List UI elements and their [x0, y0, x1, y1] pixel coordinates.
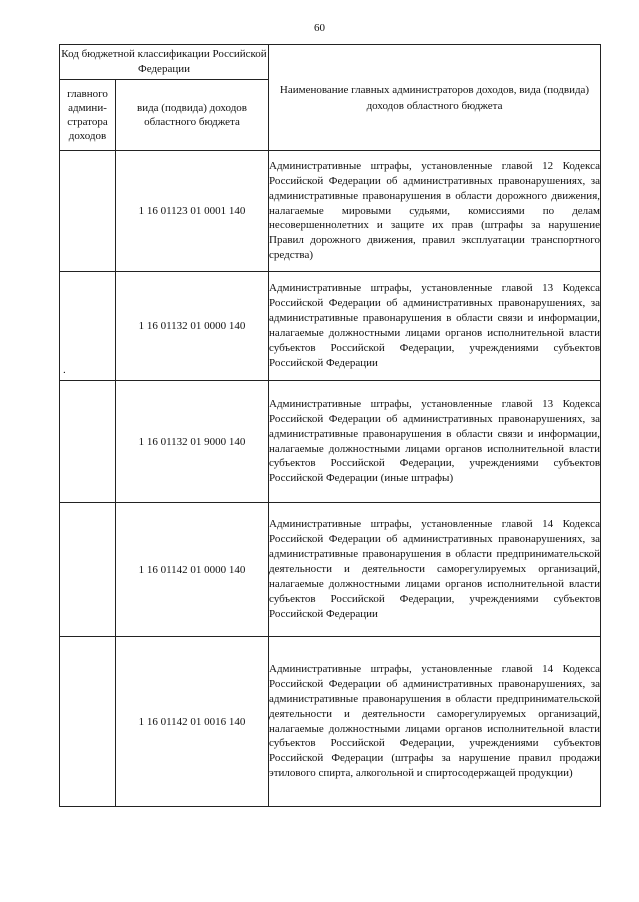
- table-row: [60, 637, 601, 807]
- admin-code-cell: [60, 503, 116, 637]
- income-code-cell: 1 16 01123 01 0001 140: [116, 151, 269, 272]
- description-cell: [269, 503, 601, 637]
- description-cell: [269, 272, 601, 381]
- income-code-cell: 1 16 01142 01 0000 140: [116, 503, 269, 637]
- header-admin-column: главного админи-стратора доходов: [60, 80, 116, 151]
- description-text: Административные штрафы, установленные главой 12 Кодекса Российской Федерации об административных правонарушениях, за административные правонарушения в области дорожного движения, налагаемые мировыми судьями, комиссиями по делам несовершеннолетних и защите их прав (штрафы за нарушение Правил дорожного движения, правил эксплуатации транспортного средства): [269, 159, 601, 262]
- scan-dot-mark: .: [63, 364, 66, 376]
- description-text: Административные штрафы, установленные главой 13 Кодекса Российской Федерации об административных правонарушениях, за административные правонарушения в области связи и информации, налагаемые должностными лицами органов исполнительной власти субъектов Российской Федерации, учреждениями субъектов Российской Федерации (иные штрафы): [269, 397, 601, 485]
- income-code-cell: 1 16 01142 01 0016 140: [116, 637, 269, 807]
- header-type-column: вида (подвида) доходов областного бюджета: [116, 80, 269, 151]
- description-cell: [269, 151, 601, 272]
- page-number: 60: [314, 22, 325, 34]
- income-code-cell: 1 16 01132 01 9000 140: [116, 381, 269, 503]
- table-row: [60, 151, 601, 272]
- table-row: [60, 381, 601, 503]
- table-row: [60, 272, 601, 381]
- admin-code-cell: [60, 151, 116, 272]
- header-name-column: Наименование главных администраторов доходов, вида (подвида) доходов областного бюджета: [269, 45, 601, 151]
- description-cell: [269, 637, 601, 807]
- budget-classification-table: [59, 44, 601, 807]
- description-text: Административные штрафы, установленные главой 14 Кодекса Российской Федерации об административных правонарушениях, за административные правонарушения в области предпринимательской деятельности и деятельности саморегулируемых организаций, налагаемые должностными лицами органов исполнительной власти субъектов Российской Федерации, учреждениями субъектов Российской Федерации: [269, 518, 601, 620]
- table-row: [60, 503, 601, 637]
- admin-code-cell: [60, 381, 116, 503]
- admin-code-cell: [60, 272, 116, 381]
- table-header-row: [60, 45, 601, 80]
- income-code-cell: 1 16 01132 01 0000 140: [116, 272, 269, 381]
- header-code-group: Код бюджетной классификации Российской Федерации: [60, 45, 269, 80]
- description-text: Административные штрафы, установленные главой 14 Кодекса Российской Федерации об административных правонарушениях, за административные правонарушения в области предпринимательской деятельности и деятельности саморегулируемых организаций, налагаемые должностными лицами органов исполнительной власти субъектов Российской Федерации, учреждениями субъектов Российской Федерации (штрафы за нарушение правил продажи этилового спирта, алкогольной и спиртосодержащей продукции): [269, 662, 601, 780]
- description-cell: [269, 381, 601, 503]
- admin-code-cell: [60, 637, 116, 807]
- description-text: Административные штрафы, установленные главой 13 Кодекса Российской Федерации об административных правонарушениях, за административные правонарушения в области связи и информации, налагаемые должностными лицами органов исполнительной власти субъектов Российской Федерации, учреждениями субъектов Российской Федерации: [269, 282, 601, 369]
